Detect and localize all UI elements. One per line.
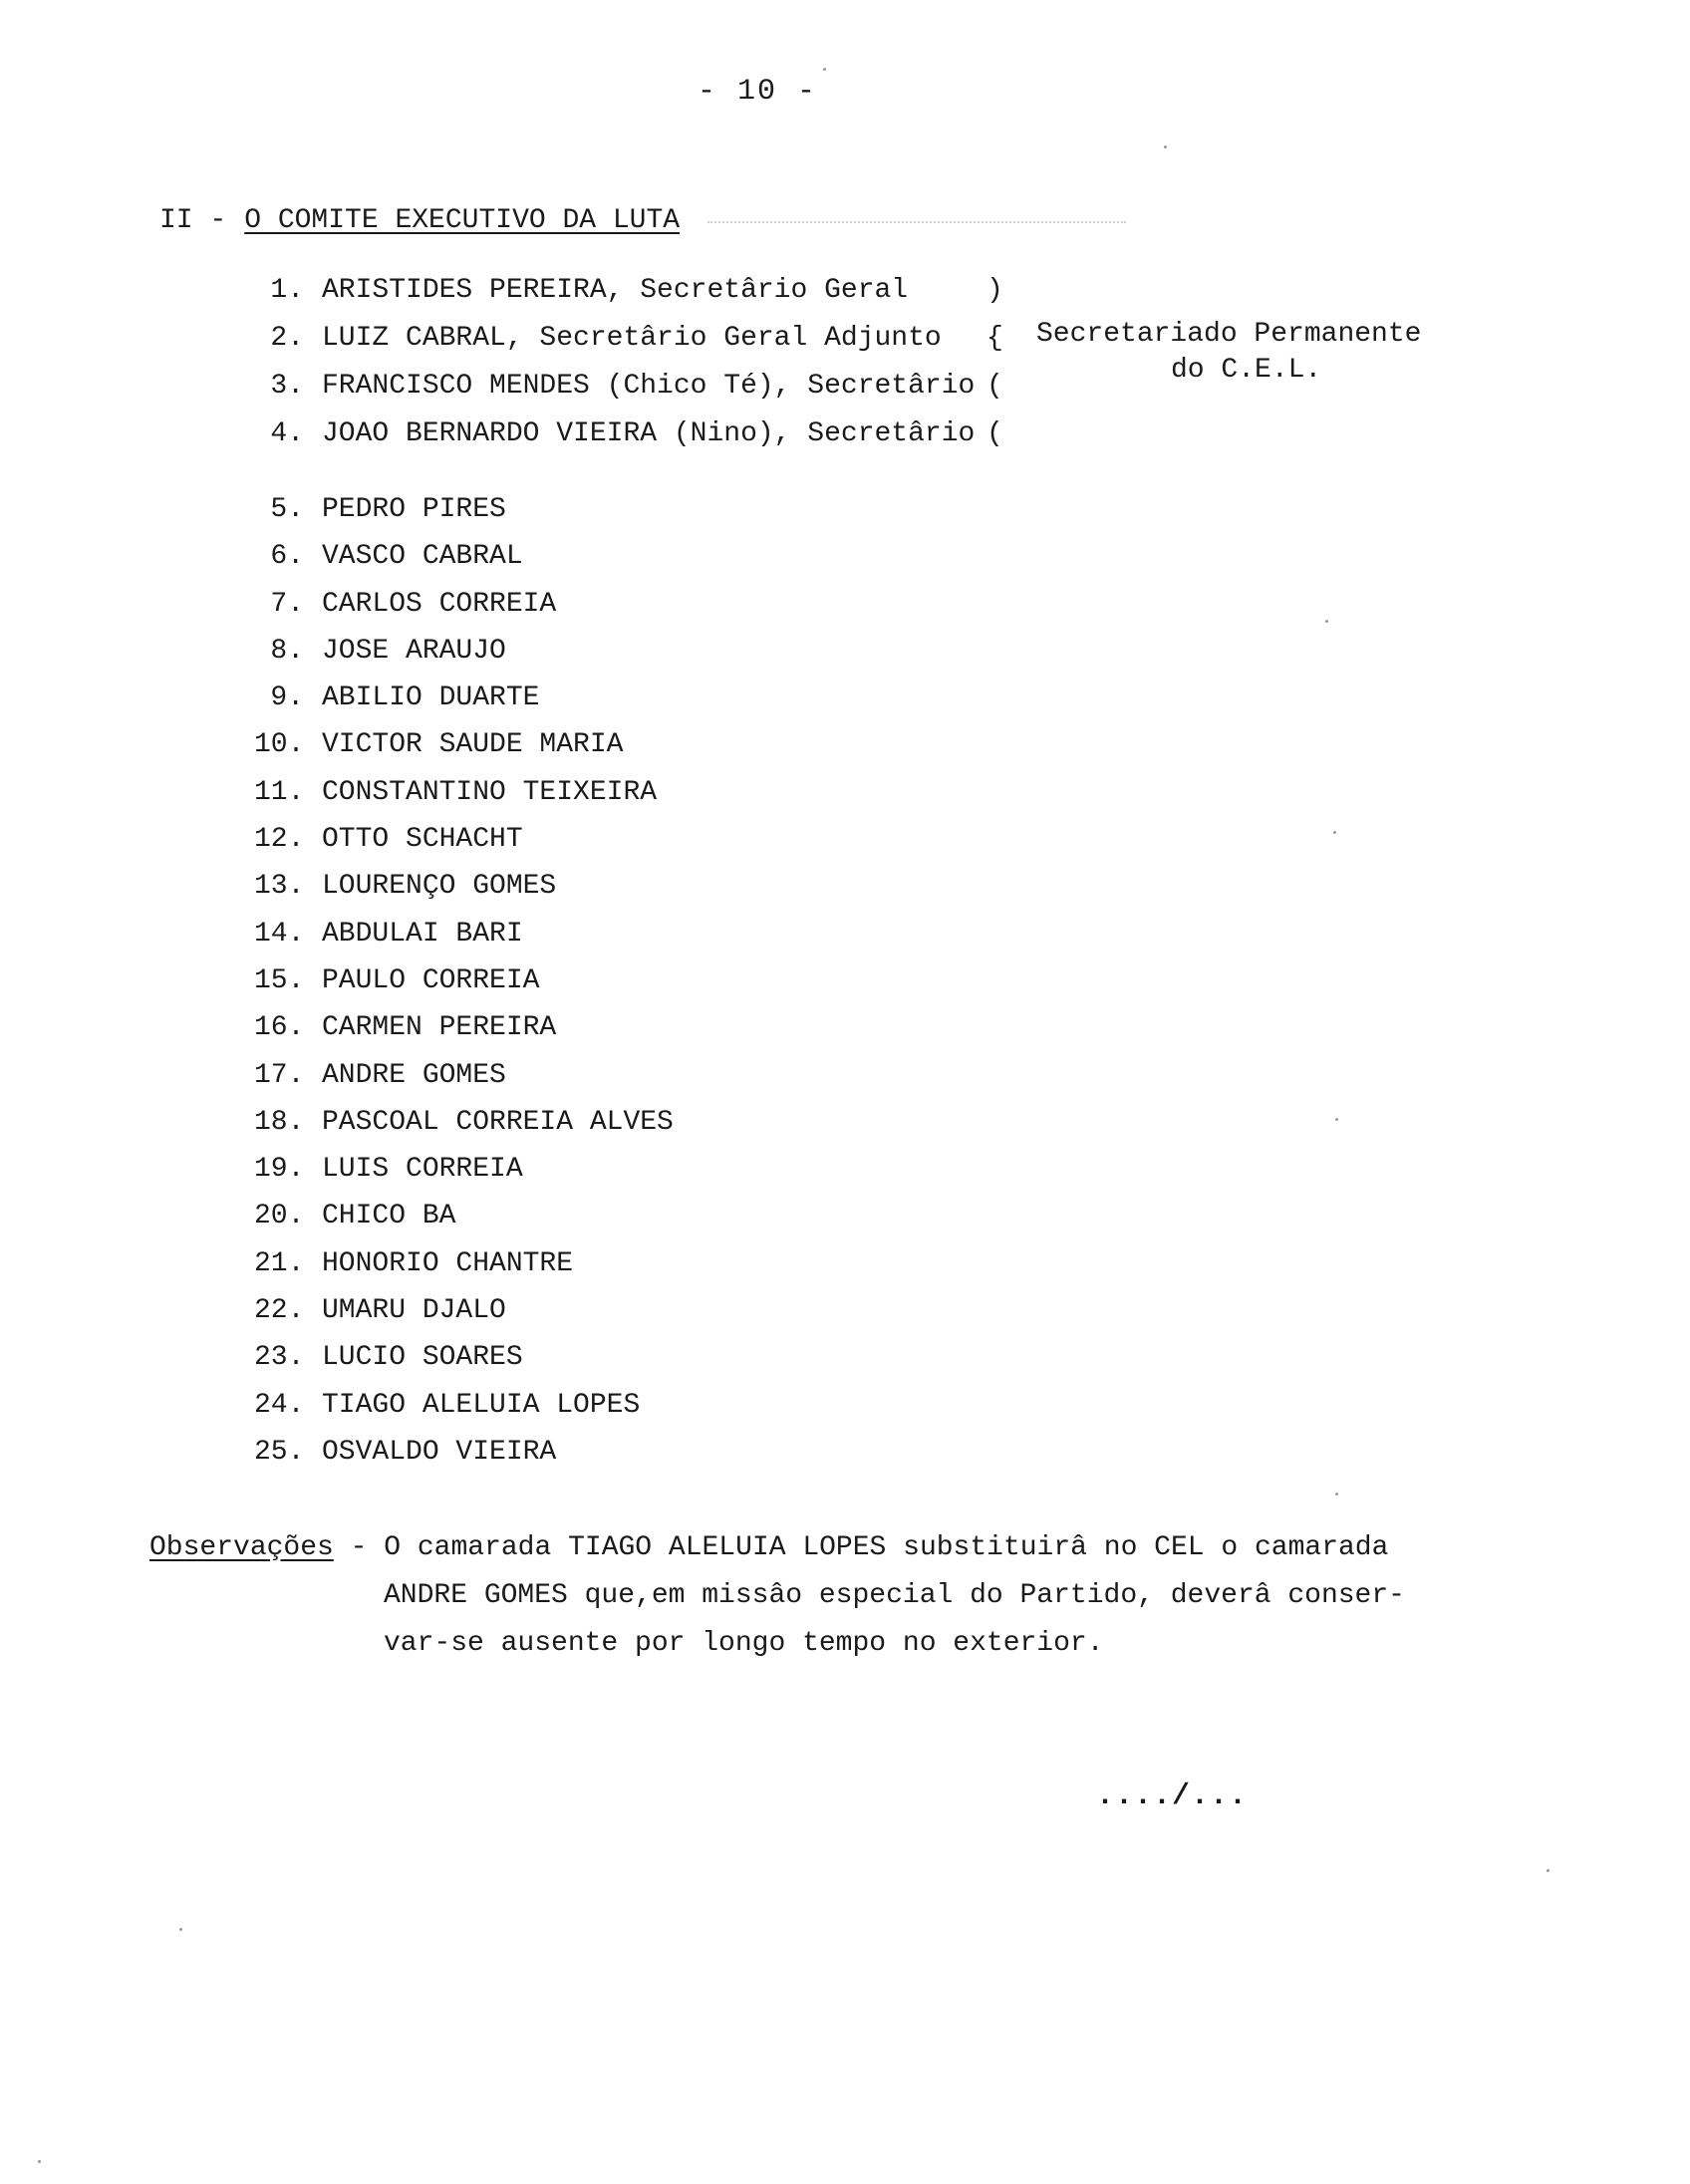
item-number: 10. xyxy=(254,729,305,761)
member-name: LOURENÇO GOMES xyxy=(322,871,557,903)
member-name: PAULO CORREIA xyxy=(322,964,540,996)
item-number: 11. xyxy=(254,776,305,808)
member-name: LUIS CORREIA xyxy=(322,1154,523,1186)
scan-speck xyxy=(1164,145,1167,148)
list-item xyxy=(254,1146,674,1193)
observations-text-1: - O camarada TIAGO ALELUIA LOPES substituirâ no CEL o camarada xyxy=(333,1532,1389,1563)
member-name: OTTO SCHACHT xyxy=(322,824,523,856)
item-number: 24. xyxy=(254,1389,305,1421)
member-name: HONORIO CHANTRE xyxy=(322,1247,574,1279)
page-number: - 10 - xyxy=(698,75,818,109)
section-number: II - xyxy=(159,205,227,236)
item-number: 9. xyxy=(270,682,304,714)
member-name: CHICO BA xyxy=(322,1201,456,1232)
section-title: O COMITE EXECUTIVO DA LUTA xyxy=(244,205,681,236)
member-name: ABDULAI BARI xyxy=(322,918,523,950)
list-item xyxy=(254,581,674,628)
observations-line-2: ANDRE GOMES que,em missâo especial do Partido, deverâ conser- xyxy=(384,1580,1405,1611)
member-name: CARLOS CORREIA xyxy=(322,588,557,620)
item-number: 22. xyxy=(254,1295,305,1327)
member-name: TIAGO ALELUIA LOPES xyxy=(322,1389,641,1421)
scan-speck xyxy=(179,1928,182,1931)
section-heading xyxy=(159,205,680,236)
member-name: PEDRO PIRES xyxy=(322,494,506,525)
member-name: PASCOAL CORREIA ALVES xyxy=(322,1106,674,1138)
list-item xyxy=(254,315,975,363)
member-name: CONSTANTINO TEIXEIRA xyxy=(322,776,658,808)
list-item xyxy=(254,863,674,910)
item-number: 2. xyxy=(270,323,304,354)
list-item xyxy=(254,533,674,580)
member-name: VASCO CABRAL xyxy=(322,541,523,573)
member-name: LUCIO SOARES xyxy=(322,1342,523,1374)
observations-label: Observações xyxy=(149,1532,334,1563)
item-number: 20. xyxy=(254,1201,305,1232)
list-item xyxy=(254,486,674,533)
item-text: ARISTIDES PEREIRA, Secretârio Geral xyxy=(322,275,909,306)
list-item xyxy=(254,1382,674,1429)
list-item xyxy=(254,957,674,1004)
member-name: VICTOR SAUDE MARIA xyxy=(322,729,624,761)
secretariat-list xyxy=(254,267,975,458)
grouping-brace: ) { ( ( xyxy=(986,275,1003,449)
item-number: 13. xyxy=(254,871,305,903)
list-item xyxy=(254,911,674,957)
item-number: 7. xyxy=(270,588,304,620)
item-number: 12. xyxy=(254,824,305,856)
list-item xyxy=(254,1334,674,1381)
item-text: JOAO BERNARDO VIEIRA (Nino), Secretârio xyxy=(322,418,976,449)
item-number: 8. xyxy=(270,635,304,667)
scan-speck xyxy=(823,68,826,71)
item-number: 25. xyxy=(254,1436,305,1468)
list-item xyxy=(254,675,674,721)
item-number: 15. xyxy=(254,964,305,996)
member-name: OSVALDO VIEIRA xyxy=(322,1436,557,1468)
list-item xyxy=(254,1193,674,1239)
list-item xyxy=(254,1287,674,1334)
list-item xyxy=(254,1240,674,1287)
item-number: 5. xyxy=(270,494,304,525)
member-list xyxy=(254,486,674,1476)
member-name: ANDRE GOMES xyxy=(322,1059,506,1091)
item-number: 17. xyxy=(254,1059,305,1091)
list-item xyxy=(254,267,975,315)
item-number: 14. xyxy=(254,918,305,950)
item-number: 3. xyxy=(270,371,304,402)
member-name: UMARU DJALO xyxy=(322,1295,506,1327)
dotted-leader xyxy=(707,221,1126,223)
item-number: 18. xyxy=(254,1106,305,1138)
item-number: 21. xyxy=(254,1247,305,1279)
item-number: 23. xyxy=(254,1342,305,1374)
list-item xyxy=(254,1052,674,1099)
observations xyxy=(149,1524,1445,1668)
list-item xyxy=(254,1004,674,1051)
list-item xyxy=(254,363,975,410)
scan-speck xyxy=(1335,1118,1338,1121)
item-number: 16. xyxy=(254,1012,305,1044)
scan-speck xyxy=(1333,831,1336,834)
secretariat-label-line2: do C.E.L. xyxy=(1171,355,1322,386)
list-item xyxy=(254,1099,674,1146)
item-text: FRANCISCO MENDES (Chico Té), Secretârio xyxy=(322,371,976,402)
list-item xyxy=(254,410,975,458)
list-item xyxy=(254,721,674,768)
member-name: CARMEN PEREIRA xyxy=(322,1012,557,1044)
scan-speck xyxy=(1547,1869,1549,1872)
item-number: 4. xyxy=(270,418,304,449)
secretariat-label-line1: Secretariado Permanente xyxy=(1036,319,1422,350)
item-text: LUIZ CABRAL, Secretârio Geral Adjunto xyxy=(322,323,942,354)
item-number: 19. xyxy=(254,1154,305,1186)
scan-speck xyxy=(1335,1493,1338,1496)
item-number: 6. xyxy=(270,541,304,573)
scan-speck xyxy=(38,2160,41,2163)
observations-line-3: var-se ausente por longo tempo no exterior. xyxy=(384,1628,1104,1659)
item-number: 1. xyxy=(270,275,304,306)
list-item xyxy=(254,1429,674,1476)
continuation-mark: ..../... xyxy=(1096,1779,1249,1813)
secretariat-label xyxy=(1036,317,1421,389)
observations-line-1 xyxy=(149,1524,1445,1572)
list-item xyxy=(254,769,674,816)
list-item xyxy=(254,628,674,675)
scan-speck xyxy=(1325,620,1328,623)
member-name: ABILIO DUARTE xyxy=(322,682,540,714)
list-item xyxy=(254,816,674,863)
member-name: JOSE ARAUJO xyxy=(322,635,506,667)
